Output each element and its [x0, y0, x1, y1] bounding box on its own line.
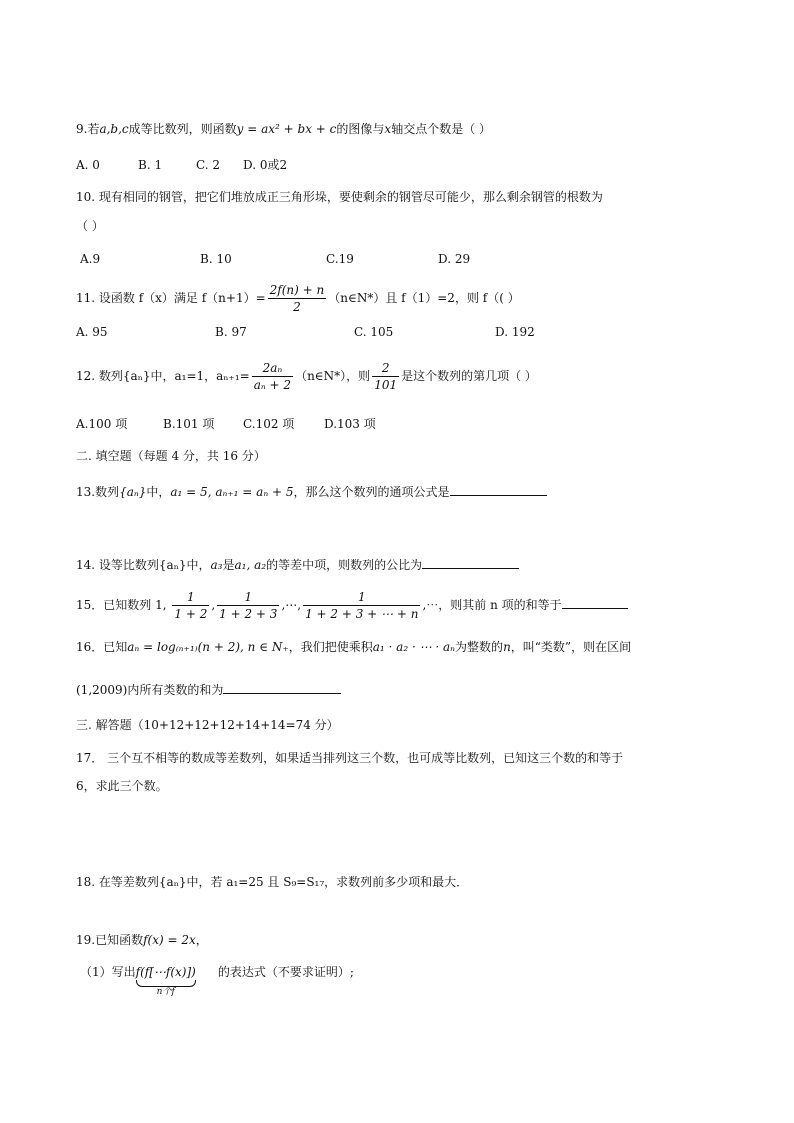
q11-option-a: A. 95 — [76, 325, 108, 339]
q10-option-c: C.19 — [326, 252, 354, 266]
q10-option-d: D. 29 — [438, 252, 471, 266]
question-16: 16．已知aₙ = log₍ₙ₊₁₎(n + 2), n ∈ N₊，我们把使乘积a₁ · a₂ · ⋯ · aₙ为整数的n，叫“类数”，则在区间 — [76, 640, 632, 654]
question-14: 14. 设等比数列{aₙ}中，a₃是a₁, a₂的等差中项，则数列的公比为 — [76, 555, 519, 575]
question-12: 12. 数列{aₙ}中，a₁=1，aₙ₊₁= $\frac{\text{2aₙ}}{\text{aₙ + 2}}$ （n∈N*），则 $\frac{2}{101}$ 是这个数列的第几项（ ） — [76, 361, 537, 392]
q13-answer-blank — [450, 483, 547, 496]
q16-formula: aₙ = log₍ₙ₊₁₎(n + 2), n ∈ N₊ — [127, 640, 289, 654]
q11-option-b: B. 97 — [215, 325, 247, 339]
q9-options — [76, 155, 287, 175]
question-11: 11. 设函数 f（x）满足 f（n+1）= $\frac{2f(n) + n}{2}$ （n∈N*）且 f（1）=2，则 f（( ） — [76, 283, 520, 314]
q15-fraction-2: $\frac{1}{1 + 2 + 3}$ — [219, 590, 278, 621]
q14-answer-blank — [422, 556, 519, 569]
question-18: 18. 在等差数列{aₙ}中，若 a₁=25 且 S₉=S₁₇，求数列前多少项和最大． — [76, 875, 469, 889]
question-17-line-2: 6，求此三个数。 — [76, 779, 168, 793]
q9-option-c: C. 2 — [196, 158, 221, 172]
question-17: 17． 三个互不相等的数成等差数列，如果适当排列这三个数，也可成等比数列，已知这三个数的和等于 — [76, 751, 624, 765]
q10-options — [80, 249, 470, 269]
question-16-line-2: (1,2009)内所有类数的和为 — [76, 680, 341, 700]
section-3-heading: 三. 解答题（10+12+12+12+14+14=74 分） — [76, 718, 339, 732]
q12-option-a: A.100 项 — [76, 417, 128, 431]
q11-options — [76, 322, 535, 342]
q12-option-c: C.102 项 — [243, 417, 295, 431]
q12-fraction-2: $\frac{2}{101}$ — [374, 361, 398, 392]
q16-answer-blank — [223, 681, 341, 694]
question-19: 19.已知函数f(x) = 2x， — [76, 933, 208, 947]
q9-option-b: B. 1 — [138, 158, 163, 172]
underbrace — [136, 980, 196, 987]
q13-formula: a₁ = 5, aₙ₊₁ = aₙ + 5 — [170, 485, 294, 499]
question-9: 9.若a,b,c成等比数列，则函数y = ax² + bx + c的图像与x轴交点个数是（ ） — [76, 122, 492, 136]
q15-fraction-3: $\frac{1}{1 + 2 + 3 + \cdots + n}$ — [305, 590, 419, 621]
question-13: 13.数列{aₙ}中，a₁ = 5, aₙ₊₁ = aₙ + 5，那么这个数列的通项公式是 — [76, 482, 547, 502]
q9-option-a: A. 0 — [76, 158, 100, 172]
q11-option-c: C. 105 — [354, 325, 394, 339]
question-10: 10. 现有相同的钢管，把它们堆放成正三角形垛，要使剩余的钢管尽可能少，那么剩余钢管的根数为 — [76, 190, 603, 204]
q19-nested-expression: f(f[⋯f(x)]) n个f — [135, 965, 196, 997]
q11-option-d: D. 192 — [495, 325, 535, 339]
q12-option-d: D.103 项 — [324, 417, 376, 431]
q12-options — [76, 414, 376, 434]
q9-abc: a,b,c — [99, 122, 129, 136]
q19-function: f(x) = 2x — [143, 933, 196, 947]
question-15: 15．已知数列 1, $\frac{1}{1 + 2}$ , $\frac{1}{1 + 2 + 3}$ ,⋯, $\frac{1}{1 + 2 + 3 + \cdots + n}$ ,⋯，则其前 n 项的和等于 — [76, 585, 628, 625]
q9-function: y = ax² + bx + c — [236, 122, 337, 136]
q12-fraction: $\frac{\text{2aₙ}}{\text{aₙ + 2}}$ — [253, 361, 292, 392]
q11-fraction: $\frac{2f(n) + n}{2}$ — [269, 283, 325, 314]
section-2-heading: 二. 填空题（每题 4 分，共 16 分） — [76, 449, 266, 463]
q15-fraction-1: $\frac{1}{1 + 2}$ — [174, 590, 208, 621]
q10-option-a: A.9 — [80, 252, 101, 266]
question-19-part-1: （1）写出f(f[⋯f(x)]) n个f 的表达式（不要求证明）; — [80, 962, 354, 997]
q12-option-b: B.101 项 — [163, 417, 215, 431]
q9-option-d: D. 0或2 — [243, 158, 288, 172]
q15-answer-blank — [562, 596, 628, 609]
q10-option-b: B. 10 — [200, 252, 232, 266]
q10-paren: （ ） — [76, 219, 104, 233]
